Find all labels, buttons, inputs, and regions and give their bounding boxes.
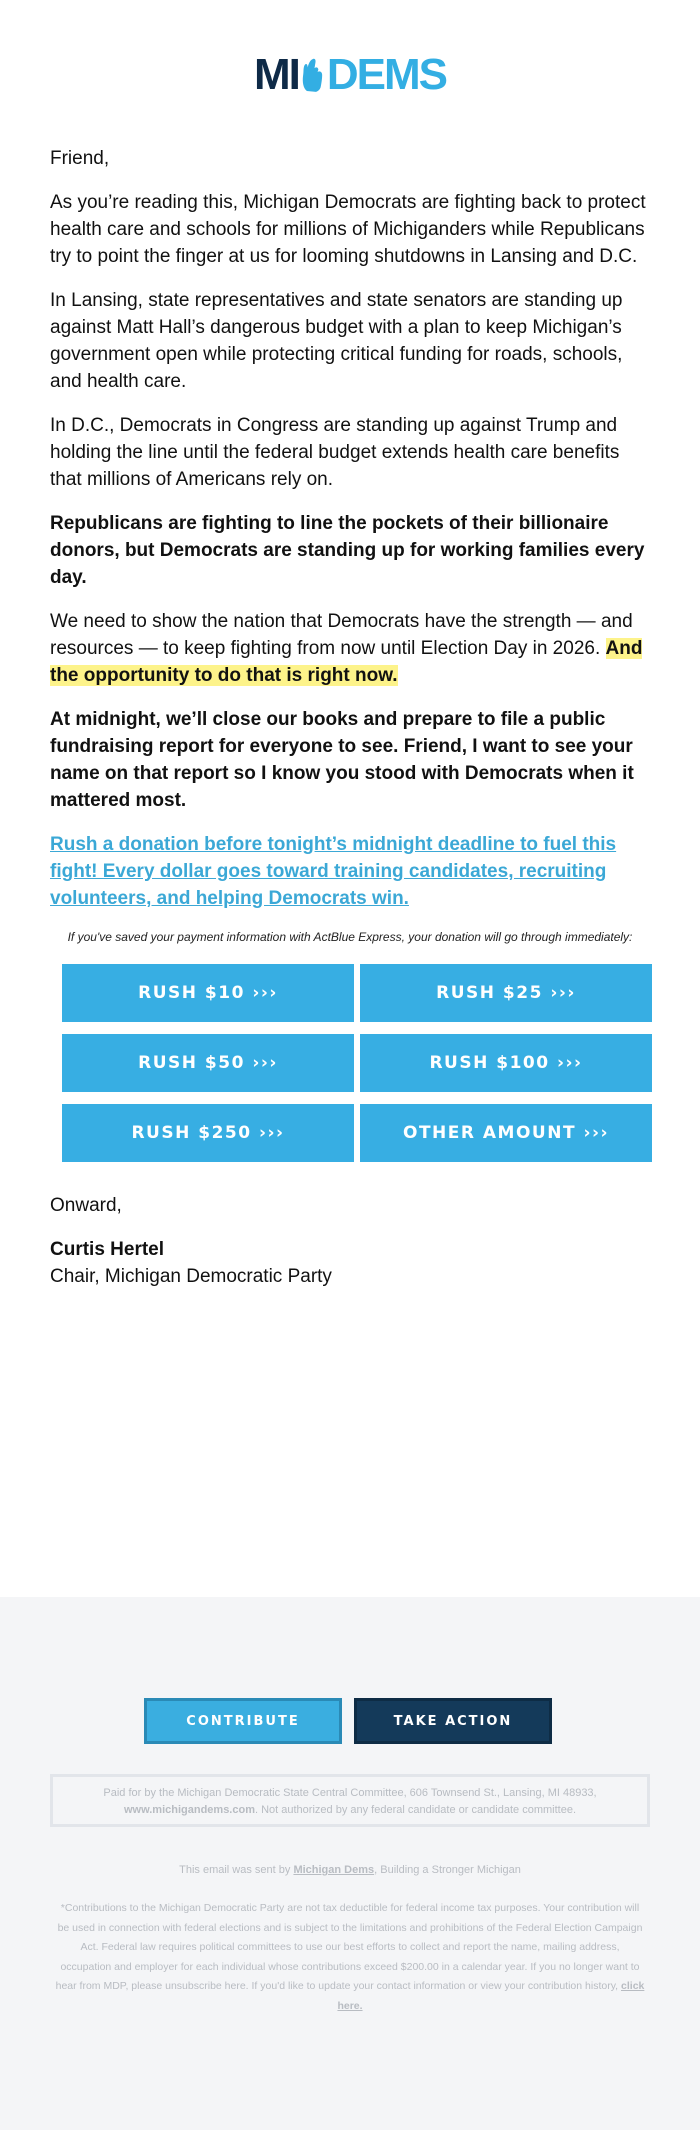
signer-name: Curtis Hertel [50, 1239, 165, 1260]
mi-dems-logo[interactable] [254, 50, 446, 100]
signer-title: Chair, Michigan Democratic Party [50, 1266, 332, 1287]
rush-100-button[interactable]: RUSH $100 ››› [360, 1034, 652, 1092]
legal-disclaimer [55, 1899, 645, 2016]
contribution-history-link[interactable]: click here. [337, 1980, 645, 2012]
michigan-mitten-icon [300, 52, 326, 98]
paragraph-intro: As you’re reading this, Michigan Democrats are fighting back to protect health care and schools for millions of Michiganders while Republicans try to point the finger at us for looming shutdowns in Lansing and D.C. [50, 192, 646, 267]
other-amount-button[interactable]: OTHER AMOUNT ››› [360, 1104, 652, 1162]
sent-by-line [0, 1864, 700, 1876]
take-action-button[interactable]: TAKE ACTION [354, 1698, 552, 1744]
paid-for-disclaimer-box [50, 1774, 650, 1827]
paragraph-strength-text: We need to show the nation that Democrats have the strength — and resources — to keep fighting from now until Election Day in 2026. [50, 611, 633, 659]
paragraph-lansing: In Lansing, state representatives and state senators are standing up against Matt Hall’s dangerous budget with a plan to keep Michigan’s government open while protecting critical funding for roads, schools, and health care. [50, 290, 623, 392]
paragraph-dc: In D.C., Democrats in Congress are standing up against Trump and holding the line until the federal budget extends health care benefits that millions of Americans rely on. [50, 415, 620, 490]
paragraph-midnight: At midnight, we’ll close our books and prepare to file a public fundraising report for everyone to see. Friend, I want to see your name on that report so I know you stood with Democrats when it mattered most. [50, 709, 634, 811]
paragraph-strength [50, 608, 650, 689]
paragraph-republicans: Republicans are fighting to line the pockets of their billionaire donors, but Democrats are standing up for working families every day. [50, 513, 645, 588]
disclaimer-text: *Contributions to the Michigan Democratic Party are not tax deductible for federal income tax purposes. Your contribution will be used in connection with federal elections and is subject to the limitations and prohibitions of the Federal Election Campaign Act. Federal law requires political committees to use our best efforts to collect and report the name, mailing address, occupation and employer for each individual whose contributions exceed $200.00 in a calendar year. If you no longer want to hear from MDP, please unsubscribe here. If you'd like to update your contact information or view your contribution history, [55, 1902, 643, 1992]
paid-for-text: Paid for by the Michigan Democratic State Central Committee, 606 Townsend St., Lansing, MI 48933, [103, 1787, 597, 1799]
paid-for-site: www.michigandems.com [123, 1804, 255, 1816]
rush-10-button[interactable]: RUSH $10 ››› [62, 964, 354, 1022]
header [0, 0, 700, 145]
greeting: Friend, [50, 148, 110, 169]
rush-donation-link[interactable]: Rush a donation before tonight’s midnight deadline to fuel this fight! Every dollar goes toward training candidates, recruiting volunteers, and helping Democrats win. [50, 834, 617, 909]
actblue-express-note: If you've saved your payment information with ActBlue Express, your donation will go through immediately: [67, 930, 633, 944]
signoff [0, 1192, 700, 1290]
logo-dems-text: DEMS [326, 50, 446, 99]
donation-button-grid [62, 964, 700, 1162]
michigan-dems-link[interactable]: Michigan Dems [293, 1864, 375, 1876]
contribute-button[interactable]: CONTRIBUTE [144, 1698, 342, 1744]
footer [0, 1597, 700, 2130]
closing: Onward, [50, 1195, 122, 1216]
rush-25-button[interactable]: RUSH $25 ››› [360, 964, 652, 1022]
sent-by-lead: This email was sent by [179, 1864, 294, 1876]
logo-mi-text: MI [254, 50, 299, 99]
rush-250-button[interactable]: RUSH $250 ››› [62, 1104, 354, 1162]
letter-body [0, 145, 700, 912]
footer-buttons [144, 1698, 552, 1744]
highlighted-opportunity: And the opportunity to do that is right now. [50, 638, 643, 686]
rush-50-button[interactable]: RUSH $50 ››› [62, 1034, 354, 1092]
sent-by-tail: , Building a Stronger Michigan [374, 1864, 521, 1876]
paid-for-tail: . Not authorized by any federal candidate or candidate committee. [254, 1804, 577, 1816]
